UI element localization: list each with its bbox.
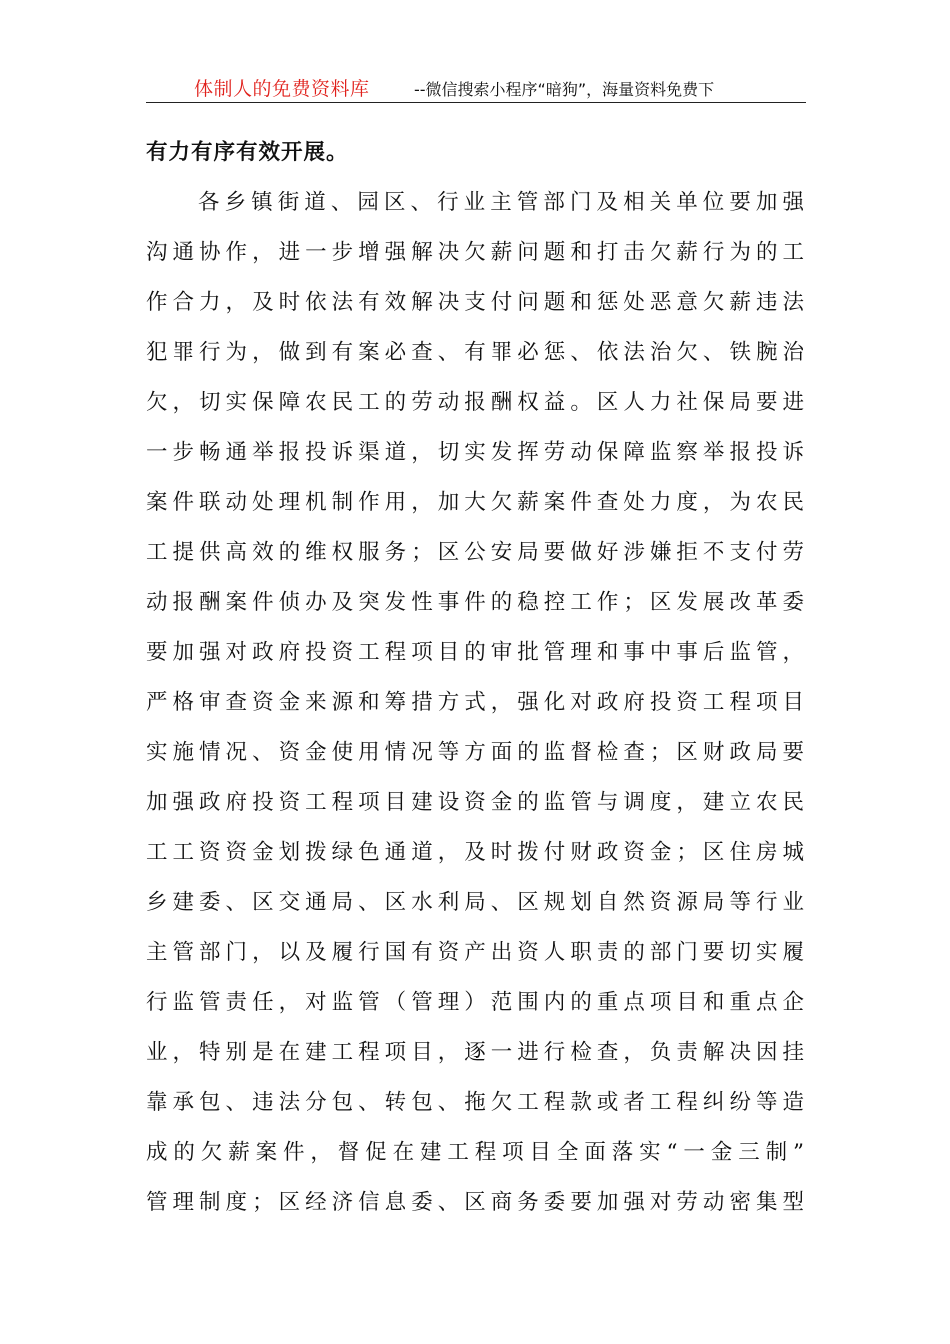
text-line: 各乡镇街道、园区、行业主管部门及相关单位要加强: [198, 190, 806, 215]
text-line: 靠承包、违法分包、转包、拖欠工程款或者工程纠纷等造: [146, 1090, 806, 1115]
text-line: 工提供高效的维权服务；区公安局要做好涉嫌拒不支付劳: [146, 540, 806, 565]
text-line: 一步畅通举报投诉渠道，切实发挥劳动保障监察举报投诉: [146, 440, 806, 465]
text-line: 工工资资金划拨绿色通道，及时拨付财政资金；区住房城: [146, 840, 806, 865]
header-tagline: --微信搜索小程序“暗狗”，海量资料免费下: [414, 80, 715, 99]
text-line: 作合力，及时依法有效解决支付问题和惩处恶意欠薪违法: [146, 290, 806, 315]
text-line: 有力有序有效开展。: [146, 140, 349, 165]
text-line: 乡建委、区交通局、区水利局、区规划自然资源局等行业: [146, 890, 806, 915]
text-line: 成的欠薪案件，督促在建工程项目全面落实“一金三制”: [146, 1140, 806, 1165]
text-line: 动报酬案件侦办及突发性事件的稳控工作；区发展改革委: [146, 590, 806, 615]
text-line: 主管部门，以及履行国有资产出资人职责的部门要切实履: [146, 940, 806, 965]
text-line: 沟通协作，进一步增强解决欠薪问题和打击欠薪行为的工: [146, 240, 806, 265]
text-line: 案件联动处理机制作用，加大欠薪案件查处力度，为农民: [146, 490, 806, 515]
text-line: 加强政府投资工程项目建设资金的监管与调度，建立农民: [146, 790, 806, 815]
header-brand: 体制人的免费资料库: [194, 78, 370, 100]
text-line: 犯罪行为，做到有案必查、有罪必惩、依法治欠、铁腕治: [146, 340, 806, 365]
text-line: 行监管责任，对监管（管理）范围内的重点项目和重点企: [146, 990, 806, 1015]
text-line: 管理制度；区经济信息委、区商务委要加强对劳动密集型: [146, 1190, 806, 1215]
text-line: 严格审查资金来源和筹措方式，强化对政府投资工程项目: [146, 690, 806, 715]
text-line: 要加强对政府投资工程项目的审批管理和事中事后监管，: [146, 640, 806, 665]
page-header: [146, 72, 806, 103]
text-line: 实施情况、资金使用情况等方面的监督检查；区财政局要: [146, 740, 806, 765]
text-line: 业，特别是在建工程项目，逐一进行检查，负责解决因挂: [146, 1040, 806, 1065]
text-line: 欠，切实保障农民工的劳动报酬权益。区人力社保局要进: [146, 390, 806, 415]
document-body: [146, 128, 806, 1228]
